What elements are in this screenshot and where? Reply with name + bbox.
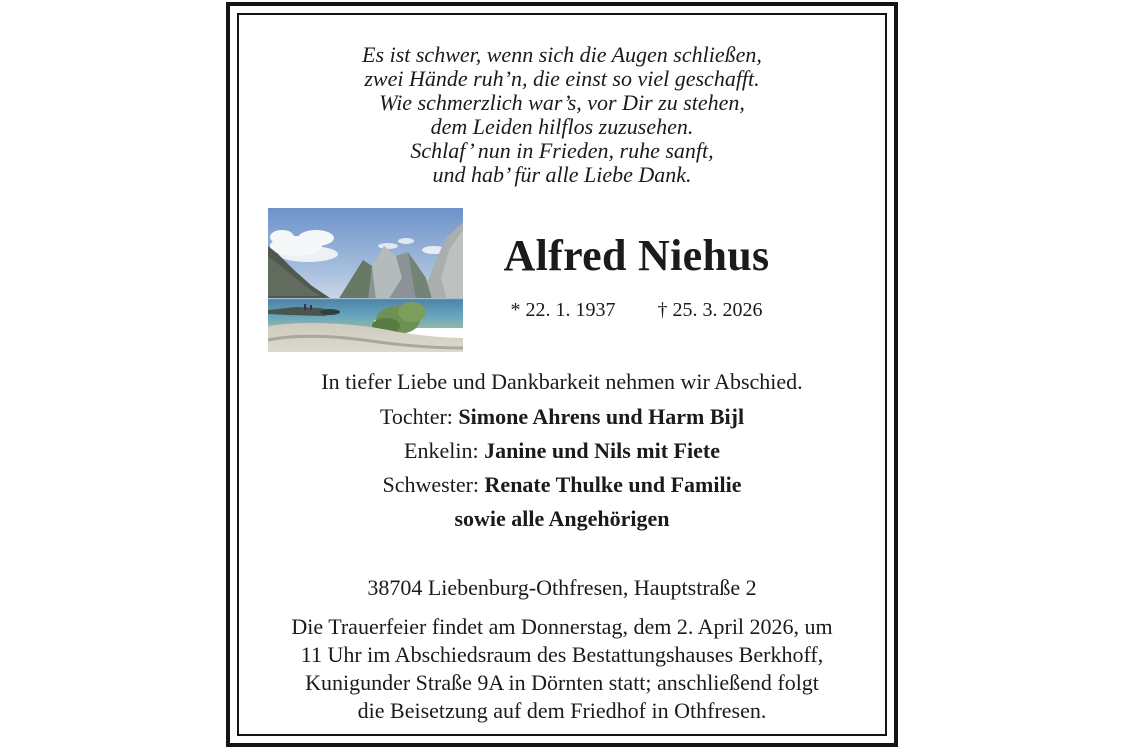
funeral-line: Kunigunder Straße 9A in Dörnten statt; anschließend folgt xyxy=(305,670,819,695)
relation-label: Tochter: xyxy=(379,404,453,429)
funeral-info xyxy=(239,613,885,725)
photo-horizon-line xyxy=(268,298,463,299)
poem-line: Wie schmerzlich war’s, vor Dir zu stehen, xyxy=(379,90,745,115)
poem-line: und hab’ für alle Liebe Dank. xyxy=(432,162,692,187)
poem-line: zwei Hände ruh’n, die einst so viel geschafft. xyxy=(364,66,760,91)
life-dates xyxy=(464,299,809,322)
birth-date: * 22. 1. 1937 xyxy=(510,299,616,321)
deceased-name: Alfred Niehus xyxy=(503,231,770,280)
poem-line: Es ist schwer, wenn sich die Augen schließen, xyxy=(362,42,762,67)
relation-label: Schwester: xyxy=(382,472,480,497)
notice-inner-frame xyxy=(237,13,887,736)
death-date: † 25. 3. 2026 xyxy=(657,299,763,321)
mourners-list xyxy=(239,400,885,536)
mourner-line xyxy=(239,400,885,434)
funeral-line: 11 Uhr im Abschiedsraum des Bestattungshauses Berkhoff, xyxy=(300,642,824,667)
relation-names: Janine und Nils mit Fiete xyxy=(484,438,720,463)
notice-outer-frame xyxy=(226,2,898,747)
mourner-line xyxy=(239,434,885,468)
relation-names: Simone Ahrens und Harm Bijl xyxy=(458,404,745,429)
farewell-line: In tiefer Liebe und Dankbarkeit nehmen wir Abschied. xyxy=(321,369,803,394)
poem-line: Schlaf’ nun in Frieden, ruhe sanft, xyxy=(410,138,714,163)
relation-names: Renate Thulke und Familie xyxy=(484,472,742,497)
relation-label: Enkelin: xyxy=(404,438,479,463)
funeral-line: Die Trauerfeier findet am Donnerstag, dem 2. April 2026, um xyxy=(291,614,833,639)
address-line: 38704 Liebenburg-Othfresen, Hauptstraße 2 xyxy=(367,575,757,600)
deceased-block xyxy=(464,233,809,322)
memorial-poem xyxy=(239,43,885,187)
poem-line: dem Leiden hilflos zuzusehen. xyxy=(430,114,694,139)
mourners-closing: sowie alle Angehörigen xyxy=(454,506,670,531)
funeral-line: die Beisetzung auf dem Friedhof in Othfresen. xyxy=(357,698,767,723)
mourner-line xyxy=(239,468,885,502)
lake-mountains-photo xyxy=(268,208,463,352)
